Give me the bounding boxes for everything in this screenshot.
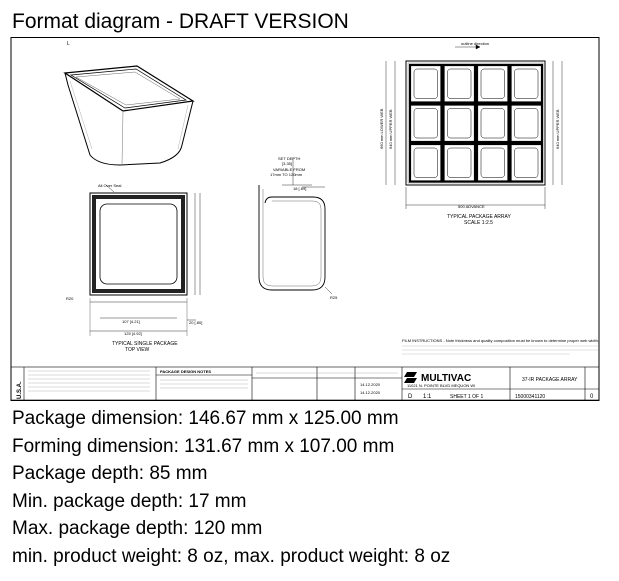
date-1: 14.12.2020 <box>360 382 381 387</box>
revision: 0 <box>590 394 594 400</box>
r25-label: R25 <box>330 295 338 300</box>
sheet-size: D <box>408 394 413 400</box>
spec-min-depth: Min. package depth: 17 mm <box>12 490 247 512</box>
sheet-number: SHEET 1 OF 1 <box>450 394 484 400</box>
spec-package-depth: Package depth: 85 mm <box>12 463 208 484</box>
set-depth-label: SET DEPTH <box>278 156 301 161</box>
depth-value-label: [3.35] <box>282 161 293 166</box>
drawing-number: 15000341120 <box>515 394 546 400</box>
right-web-label: 640 mm UPPER WEB <box>555 109 560 149</box>
dim-18-label: 18 [.69] <box>293 186 307 191</box>
engineering-drawing-sheet <box>10 37 600 401</box>
package-specs <box>12 405 450 570</box>
upper-web-label: 640 mm UPPER WEB <box>388 109 393 149</box>
dim-107-label: 107 [4.21] <box>122 319 140 324</box>
single-package-title: TYPICAL SINGLE PACKAGE <box>112 341 178 347</box>
spec-max-depth: Max. package depth: 120 mm <box>12 518 263 539</box>
spec-product-weight: min. product weight: 8 oz, max. product weight: 8 oz <box>12 545 451 567</box>
customer-name: 37-IR PACKAGE ARRAY <box>522 377 578 383</box>
film-instructions-note: FILM INSTRUCTIONS - Note thickness and quality composition must be known to determine proper web width. <box>402 338 599 343</box>
page-title: Format diagram - DRAFT VERSION <box>12 10 349 33</box>
country-label: U.S.A. <box>17 381 23 399</box>
drawing-scale: 1:1 <box>423 394 432 400</box>
dim-125-label: 125 [4.92] <box>124 331 142 336</box>
brand-name: MULTIVAC <box>421 373 472 384</box>
corner-mark: L <box>67 41 70 47</box>
date-2: 14.12.2020 <box>360 390 381 395</box>
variable-from-label: VARIABLE FROM <box>273 167 306 172</box>
single-package-subtitle: TOP VIEW <box>125 347 150 353</box>
design-notes-heading: PACKAGE DESIGN NOTES <box>160 369 212 374</box>
spec-package-dimension: Package dimension: 146.67 mm x 125.00 mm <box>12 408 399 429</box>
dim-20-label: 20 [.80] <box>189 320 203 325</box>
array-title: TYPICAL PACKAGE ARRAY <box>447 214 511 220</box>
advance-label: 500 ADVANCE <box>458 204 485 209</box>
outline-direction-label: outline direction <box>461 41 490 46</box>
lower-web-label: 660 mm LOWER WEB <box>379 108 384 149</box>
r20-label: R20 <box>66 296 74 301</box>
array-scale: SCALE 1:2.5 <box>464 220 493 226</box>
spec-forming-dimension: Forming dimension: 131.67 mm x 107.00 mm <box>12 435 395 457</box>
variable-range-label: 17mm TO 120mm <box>270 172 303 177</box>
company-address: 11021 N. POINTE BLVD MEQUON WI <box>407 383 476 388</box>
all-over-seal-label: All Over Seal <box>98 183 122 188</box>
